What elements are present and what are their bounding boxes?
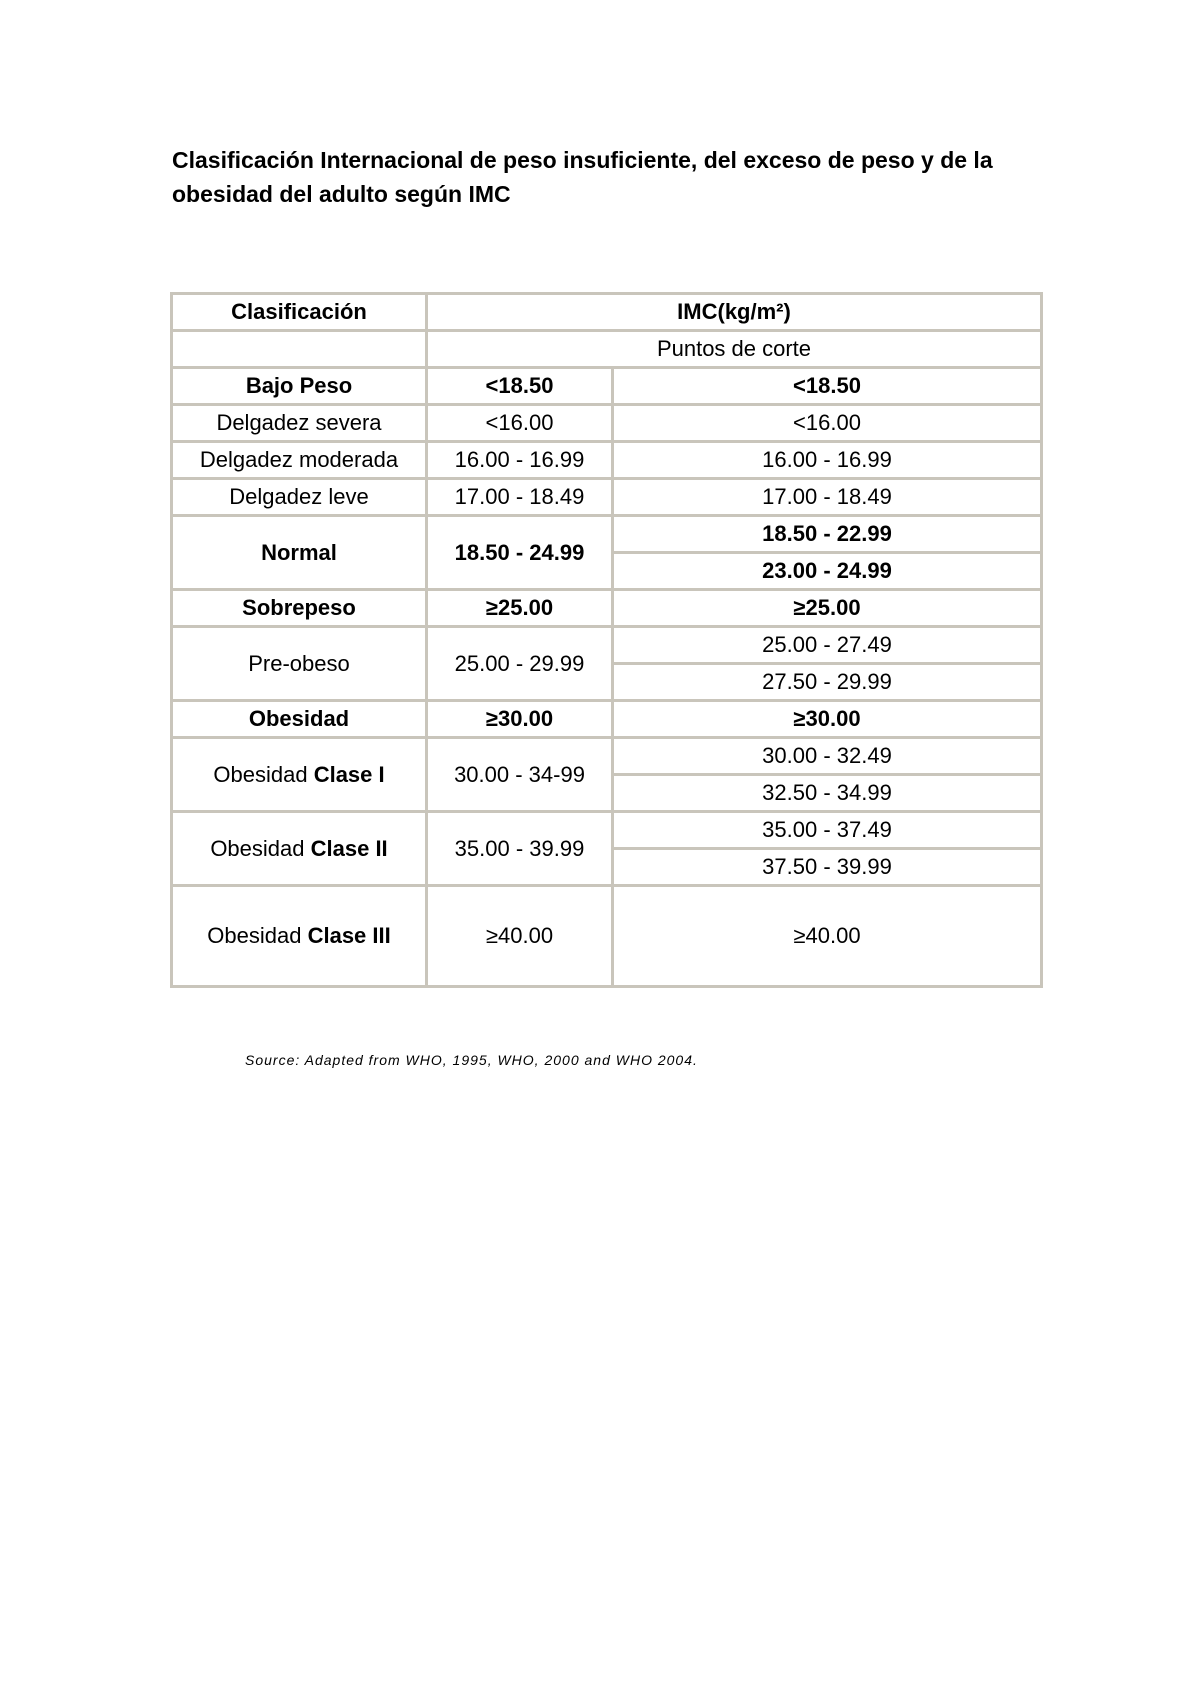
additional-cutoff-cell: 37.50 - 39.99 [613, 849, 1042, 886]
additional-cutoff-cell: ≥25.00 [613, 590, 1042, 627]
source-note: Source: Adapted from WHO, 1995, WHO, 2000 and WHO 2004. [245, 1052, 698, 1068]
additional-cutoff-cell: 25.00 - 27.49 [613, 627, 1042, 664]
additional-cutoff-cell: ≥40.00 [613, 886, 1042, 987]
classification-cell: Normal [172, 516, 427, 590]
table-row [172, 368, 1042, 405]
header-classification: Clasificación [172, 294, 427, 331]
table-row [172, 812, 1042, 849]
additional-cutoff-cell: 17.00 - 18.49 [613, 479, 1042, 516]
classification-cell [172, 738, 427, 812]
table-subheader-row [172, 331, 1042, 368]
classification-cell [172, 886, 427, 987]
table-header-row [172, 294, 1042, 331]
principal-cutoff-cell: 25.00 - 29.99 [427, 627, 613, 701]
principal-cutoff-cell: ≥40.00 [427, 886, 613, 987]
table-row [172, 738, 1042, 775]
principal-cutoff-cell: ≥25.00 [427, 590, 613, 627]
classification-prefix: Obesidad [210, 835, 305, 861]
additional-cutoff-cell: <18.50 [613, 368, 1042, 405]
additional-cutoff-cell: 30.00 - 32.49 [613, 738, 1042, 775]
classification-class: Clase I [313, 761, 385, 787]
header-cutoffs: Puntos de corte [427, 331, 1042, 368]
table-row [172, 479, 1042, 516]
principal-cutoff-cell: 30.00 - 34-99 [427, 738, 613, 812]
table-row [172, 627, 1042, 664]
principal-cutoff-cell: 16.00 - 16.99 [427, 442, 613, 479]
bmi-classification-table [170, 292, 1043, 988]
classification-cell: Bajo Peso [172, 368, 427, 405]
principal-cutoff-cell: 35.00 - 39.99 [427, 812, 613, 886]
classification-cell: Pre-obeso [172, 627, 427, 701]
additional-cutoff-cell: 27.50 - 29.99 [613, 664, 1042, 701]
additional-cutoff-cell: 32.50 - 34.99 [613, 775, 1042, 812]
principal-cutoff-cell: <18.50 [427, 368, 613, 405]
table-row [172, 886, 1042, 987]
table-row [172, 442, 1042, 479]
classification-class: Clase II [310, 835, 388, 861]
table-row [172, 701, 1042, 738]
classification-cell: Obesidad [172, 701, 427, 738]
subheader-empty-cell [172, 331, 427, 368]
additional-cutoff-cell: 35.00 - 37.49 [613, 812, 1042, 849]
table-row [172, 405, 1042, 442]
table-row [172, 590, 1042, 627]
classification-prefix: Obesidad [213, 761, 308, 787]
page-title: Clasificación Internacional de peso insuficiente, del exceso de peso y de la obesidad del adulto según IMC [172, 147, 993, 207]
classification-cell: Delgadez moderada [172, 442, 427, 479]
principal-cutoff-cell: 17.00 - 18.49 [427, 479, 613, 516]
additional-cutoff-cell: ≥30.00 [613, 701, 1042, 738]
principal-cutoff-cell: <16.00 [427, 405, 613, 442]
classification-cell: Sobrepeso [172, 590, 427, 627]
additional-cutoff-cell: <16.00 [613, 405, 1042, 442]
additional-cutoff-cell: 23.00 - 24.99 [613, 553, 1042, 590]
additional-cutoff-cell: 18.50 - 22.99 [613, 516, 1042, 553]
header-imc: IMC(kg/m²) [427, 294, 1042, 331]
additional-cutoff-cell: 16.00 - 16.99 [613, 442, 1042, 479]
classification-prefix: Obesidad [207, 923, 302, 948]
principal-cutoff-cell: 18.50 - 24.99 [427, 516, 613, 590]
classification-cell: Delgadez leve [172, 479, 427, 516]
classification-cell: Delgadez severa [172, 405, 427, 442]
classification-class: Clase III [307, 923, 391, 948]
principal-cutoff-cell: ≥30.00 [427, 701, 613, 738]
classification-cell [172, 812, 427, 886]
table-row [172, 516, 1042, 553]
